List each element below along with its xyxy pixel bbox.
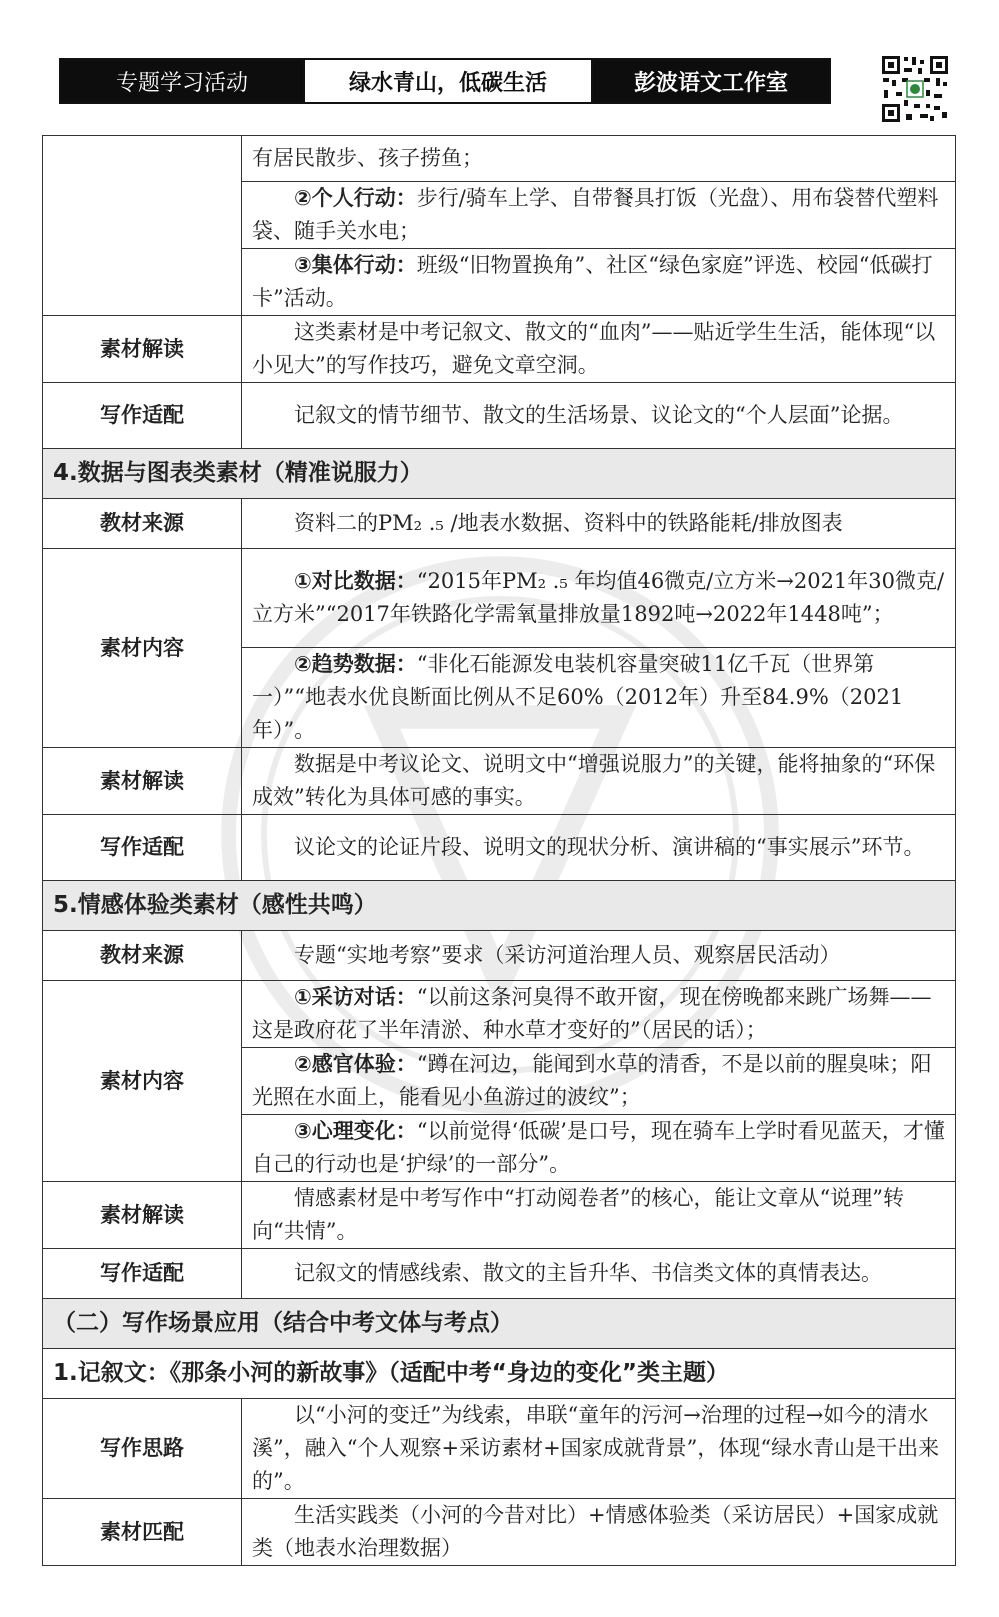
item-heading: ②个人行动： bbox=[294, 186, 417, 210]
item-text: “以前觉得‘低碳’是口号，现在骑车上学时看见蓝天，才懂自己的行动也是‘护绿’的一部分”。 bbox=[252, 1119, 945, 1176]
text-cell bbox=[242, 648, 956, 748]
text-cell: 这类素材是中考记叙文、散文的“血肉”——贴近学生生活，能体现“以小见大”的写作技巧，避免文章空洞。 bbox=[242, 316, 956, 383]
row-label: 写作思路 bbox=[43, 1399, 242, 1499]
header-left-label: 专题学习活动 bbox=[61, 60, 303, 102]
row-label: 教材来源 bbox=[43, 931, 242, 981]
text-cell: 生活实践类（小河的今昔对比）+情感体验类（采访居民）+国家成就类（地表水治理数据） bbox=[242, 1499, 956, 1566]
header-studio-name: 彭波语文工作室 bbox=[593, 60, 829, 102]
row-label: 素材内容 bbox=[43, 981, 242, 1182]
item-heading: ③集体行动： bbox=[294, 253, 417, 277]
item-heading: ②趋势数据： bbox=[294, 652, 417, 676]
item-heading: ①采访对话： bbox=[294, 985, 417, 1009]
row-label: 素材解读 bbox=[43, 316, 242, 383]
text-cell: 议论文的论证片段、说明文的现状分析、演讲稿的“事实展示”环节。 bbox=[242, 815, 956, 881]
header-banner bbox=[59, 58, 831, 104]
text-cell bbox=[242, 1115, 956, 1182]
item-text: 班级“旧物置换角”、社区“绿色家庭”评选、校园“低碳打卡”活动。 bbox=[252, 253, 933, 310]
label-cell-empty bbox=[43, 136, 242, 316]
row-label: 写作适配 bbox=[43, 815, 242, 881]
item-text: “非化石能源发电装机容量突破11亿千瓦（世界第一）”“地表水优良断面比例从不足60%（2012年）升至84.9%（2021年）”。 bbox=[252, 652, 904, 742]
subsection-heading: 1.记叙文：《那条小河的新故事》（适配中考“身边的变化”类主题） bbox=[43, 1349, 956, 1399]
row-label: 写作适配 bbox=[43, 1249, 242, 1299]
text-cell bbox=[242, 182, 956, 249]
text-cell bbox=[242, 549, 956, 648]
row-label: 素材匹配 bbox=[43, 1499, 242, 1566]
text-cell bbox=[242, 249, 956, 316]
text-cell: 记叙文的情节细节、散文的生活场景、议论文的“个人层面”论据。 bbox=[242, 383, 956, 449]
item-text: “以前这条河臭得不敢开窗，现在傍晚都来跳广场舞——这是政府花了半年清淤、种水草才变好的”（居民的话）； bbox=[252, 985, 932, 1042]
material-table bbox=[42, 135, 956, 1566]
text-cell: 数据是中考议论文、说明文中“增强说服力”的关键，能将抽象的“环保成效”转化为具体可感的事实。 bbox=[242, 748, 956, 815]
text-cell: 专题“实地考察”要求（采访河道治理人员、观察居民活动） bbox=[242, 931, 956, 981]
row-label: 素材解读 bbox=[43, 748, 242, 815]
item-text: “蹲在河边，能闻到水草的清香，不是以前的腥臭味；阳光照在水面上，能看见小鱼游过的波纹”； bbox=[252, 1052, 932, 1109]
item-text: “2015年PM₂ .₅ 年均值46微克/立方米→2021年30微克/立方米”“2017年铁路化学需氧量排放量1892吨→2022年1448吨”； bbox=[252, 569, 945, 626]
item-heading: ①对比数据： bbox=[294, 569, 417, 593]
text-cell bbox=[242, 981, 956, 1048]
row-label: 教材来源 bbox=[43, 499, 242, 549]
text-cell: 情感素材是中考写作中“打动阅卷者”的核心，能让文章从“说理”转向“共情”。 bbox=[242, 1182, 956, 1249]
text-cell: 记叙文的情感线索、散文的主旨升华、书信类文体的真情表达。 bbox=[242, 1249, 956, 1299]
section-heading: 4.数据与图表类素材（精准说服力） bbox=[43, 449, 956, 499]
item-heading: ③心理变化： bbox=[294, 1119, 417, 1143]
text-cell bbox=[242, 1048, 956, 1115]
section-heading: （二）写作场景应用（结合中考文体与考点） bbox=[43, 1299, 956, 1349]
text-cell: 有居民散步、孩子捞鱼； bbox=[242, 136, 956, 182]
text-cell: 以“小河的变迁”为线索，串联“童年的污河→治理的过程→如今的清水溪”，融入“个人观察+采访素材+国家成就背景”，体现“绿水青山是干出来的”。 bbox=[242, 1399, 956, 1499]
text-cell: 资料二的PM₂ .₅ /地表水数据、资料中的铁路能耗/排放图表 bbox=[242, 499, 956, 549]
row-label: 素材内容 bbox=[43, 549, 242, 748]
row-label: 写作适配 bbox=[43, 383, 242, 449]
item-heading: ②感官体验： bbox=[294, 1052, 417, 1076]
section-heading: 5.情感体验类素材（感性共鸣） bbox=[43, 881, 956, 931]
header-title: 绿水青山，低碳生活 bbox=[303, 60, 593, 102]
item-text: 步行/骑车上学、自带餐具打饭（光盘）、用布袋替代塑料袋、随手关水电； bbox=[252, 186, 939, 243]
row-label: 素材解读 bbox=[43, 1182, 242, 1249]
qr-code-icon bbox=[880, 54, 950, 124]
